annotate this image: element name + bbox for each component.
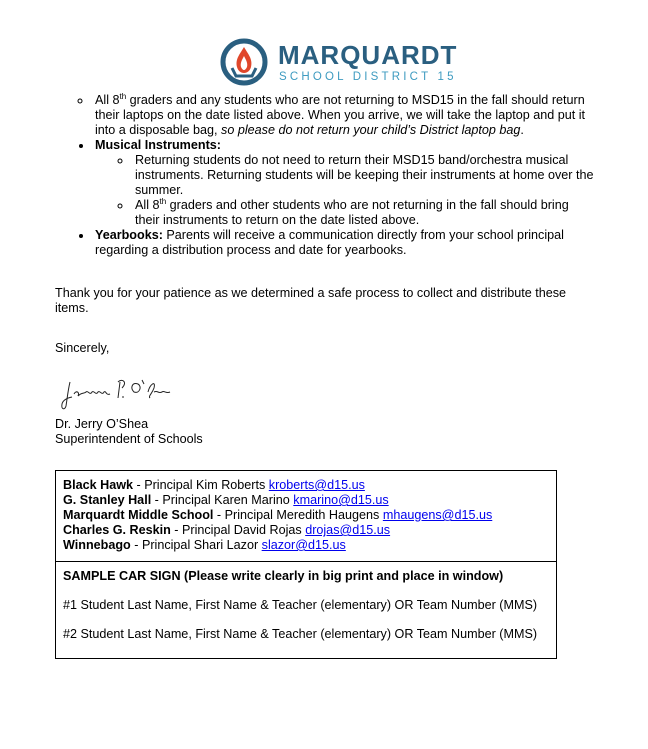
text-run: All 8 (135, 198, 160, 212)
school-name: G. Stanley Hall (63, 493, 152, 507)
text-run: All 8 (95, 93, 120, 107)
principal-name: - Principal Meredith Haugens (213, 508, 383, 522)
district-logo (220, 38, 458, 88)
text-run: . (520, 123, 524, 137)
car-sign-title (63, 569, 556, 584)
principal-name: - Principal David Rojas (170, 523, 306, 537)
principal-email-link[interactable]: drojas@d15.us (305, 523, 391, 537)
handwritten-signature (58, 370, 178, 415)
principal-row (63, 538, 556, 553)
signer-title: Superintendent of Schools (55, 432, 203, 446)
principals-list (56, 471, 556, 553)
musical-subitem-1: ◦ Returning students do not need to return their MSD15 band/orchestra musical instruments. Returning students will be keeping their instruments at home over the summer. (132, 153, 595, 198)
brand-name: MARQUARDT (278, 40, 458, 70)
signer-block (55, 417, 203, 447)
principal-email-link[interactable]: mhaugens@d15.us (382, 508, 493, 522)
superscript: th (159, 196, 167, 206)
principal-name: - Principal Shari Lazor (130, 538, 262, 552)
principal-name: - Principal Karen Marino (151, 493, 294, 507)
principal-row (63, 493, 556, 508)
car-sign-title-text: SAMPLE CAR SIGN (Please write clearly in big print and place in window) (63, 569, 504, 583)
car-sign-line-1: #1 Student Last Name, First Name & Teacher (elementary) OR Team Number (MMS) (63, 598, 538, 612)
italic-note: so please do not return your child’s District laptop bag (221, 123, 521, 137)
car-sign-content (56, 562, 556, 642)
musical-instruments-item (93, 138, 595, 228)
thanks-paragraph: Thank you for your patience as we determined a safe process to collect and distribute these items. (55, 286, 567, 315)
signer-name: Dr. Jerry O’Shea (55, 417, 149, 431)
closing: Sincerely, (55, 341, 110, 355)
car-sign-box (55, 561, 557, 659)
brand-subtitle: SCHOOL DISTRICT 15 (279, 71, 457, 83)
laptop-list (55, 93, 595, 138)
school-name: Winnebago (63, 538, 131, 552)
principals-box (55, 470, 557, 562)
principal-row (63, 508, 556, 523)
topic-list (55, 138, 595, 258)
school-name: Charles G. Reskin (63, 523, 171, 537)
superscript: th (119, 91, 127, 101)
school-name: Marquardt Middle School (63, 508, 214, 522)
text-run: graders and any students who are not returning to MSD15 in the fall should return their laptops on the date listed above. When you arrive, we will take the laptop and put it into a disposable bag, (95, 93, 586, 137)
principal-email-link[interactable]: kmarino@d15.us (293, 493, 389, 507)
yearbooks-text: Parents will receive a communication directly from your school principal regarding a distribution process and date for yearbooks. (95, 228, 564, 257)
musical-subitem-2 (132, 198, 595, 228)
school-name: Black Hawk (63, 478, 134, 492)
musical-heading: Musical Instruments: (95, 138, 221, 152)
yearbooks-heading: Yearbooks: (95, 228, 163, 242)
text-run: graders and other students who are not returning in the fall should bring their instruments to return on the date listed above. (135, 198, 569, 227)
principal-row (63, 523, 556, 538)
letter-body (55, 93, 595, 258)
musical-sublist (95, 153, 595, 228)
flame-emblem-icon (220, 38, 268, 86)
yearbooks-item (93, 228, 595, 258)
laptop-item (92, 93, 595, 138)
principal-name: - Principal Kim Roberts (133, 478, 269, 492)
principal-row (63, 478, 556, 493)
principal-email-link[interactable]: slazor@d15.us (261, 538, 346, 552)
car-sign-line-2: #2 Student Last Name, First Name & Teacher (elementary) OR Team Number (MMS) (63, 627, 538, 641)
principal-email-link[interactable]: kroberts@d15.us (268, 478, 365, 492)
